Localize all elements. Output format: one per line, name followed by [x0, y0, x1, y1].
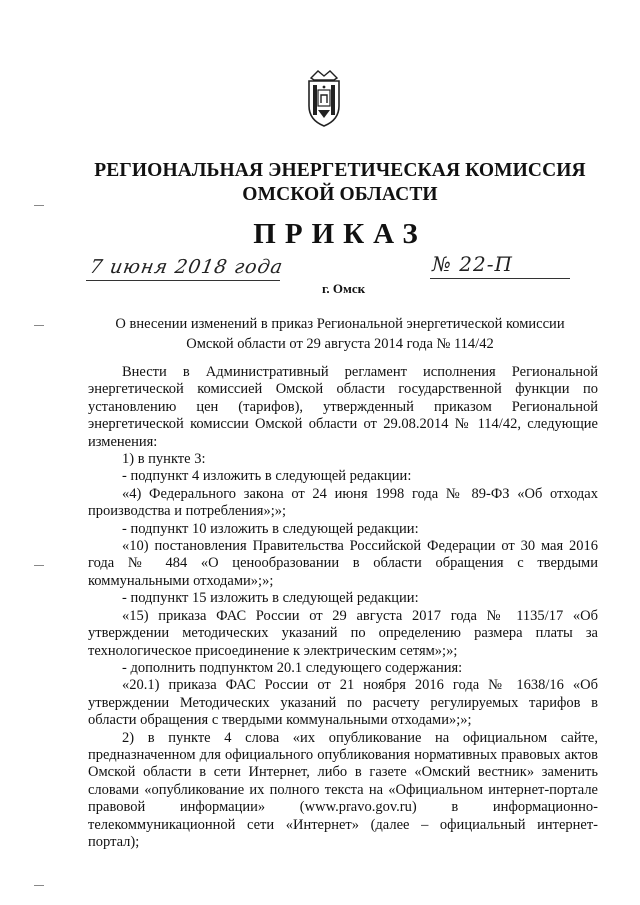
body-paragraph: - подпункт 4 изложить в следующей редакции:: [122, 468, 412, 485]
date-underline: [86, 280, 280, 281]
body-paragraph: Внести в Административный регламент исполнения Региональной энергетической комиссией Омской области государственной функции по установлению цен (тарифов), утвержденный приказом Региональной энергетической комиссии Омской области от 29.08.2014 № 114/42, следующие изменения:: [88, 364, 598, 450]
body-paragraph: «4) Федерального закона от 24 июня 1998 года № 89-ФЗ «Об отходах производства и потребления»;»;: [88, 485, 598, 520]
body-paragraph: «10) постановления Правительства Российской Федерации от 30 мая 2016 года № 484 «О ценообразовании в области обращения с твердыми коммунальными отходами»;»;: [88, 538, 598, 589]
subject-line1: О внесении изменений в приказ Региональной энергетической комиссии: [115, 316, 565, 332]
organization-name-line2: ОМСКОЙ ОБЛАСТИ: [242, 184, 438, 205]
coat-of-arms-emblem: [304, 68, 344, 128]
coat-of-arms-icon: [304, 68, 344, 128]
body-paragraph: - дополнить подпунктом 20.1 следующего содержания:: [122, 659, 463, 676]
body-paragraph: «15) приказа ФАС России от 29 августа 2017 года № 1135/17 «Об утверждении методических указаний по определению размера платы за технологическое присоединение к электрическим сетям»;»;: [88, 607, 598, 659]
order-body: [88, 364, 598, 851]
handwritten-date: 7 июня 2018 года: [88, 256, 285, 278]
body-paragraph: 1) в пункте 3:: [122, 451, 206, 468]
body-paragraph: - подпункт 15 изложить в следующей редакции:: [122, 590, 419, 607]
body-paragraph: - подпункт 10 изложить в следующей редакции:: [122, 520, 419, 537]
subject-line2: Омской области от 29 августа 2014 года № 114/42: [186, 336, 494, 352]
document-type-title: ПРИКАЗ: [253, 218, 427, 250]
body-paragraph: 2) в пункте 4 слова «их опубликование на официальном сайте, предназначенном для официального опубликования нормативных правовых актов Омской области в сети Интернет, либо в газете «Омский вестник» заменить словами «опубликование их полного текста на «Официальном интернет-портале правовой информации» (www.pravo.gov.ru) в информационно-телекоммуникационной сети «Интернет» (далее – официальный интернет-портал);: [88, 729, 598, 850]
organization-name-line1: РЕГИОНАЛЬНАЯ ЭНЕРГЕТИЧЕСКАЯ КОМИССИЯ: [94, 160, 586, 181]
margin-mark: [34, 885, 44, 886]
margin-mark: [34, 205, 44, 206]
handwritten-order-number: № 22-П: [432, 252, 513, 276]
city-label: г. Омск: [322, 281, 366, 296]
margin-mark: [34, 565, 44, 566]
number-underline: [430, 278, 570, 279]
margin-mark: [34, 325, 44, 326]
body-paragraph: «20.1) приказа ФАС России от 21 ноября 2016 года № 1638/16 «Об утверждении Методических указаний по расчету регулируемых тарифов в области обращения с твердыми коммунальными отходами»;»;: [88, 677, 598, 729]
